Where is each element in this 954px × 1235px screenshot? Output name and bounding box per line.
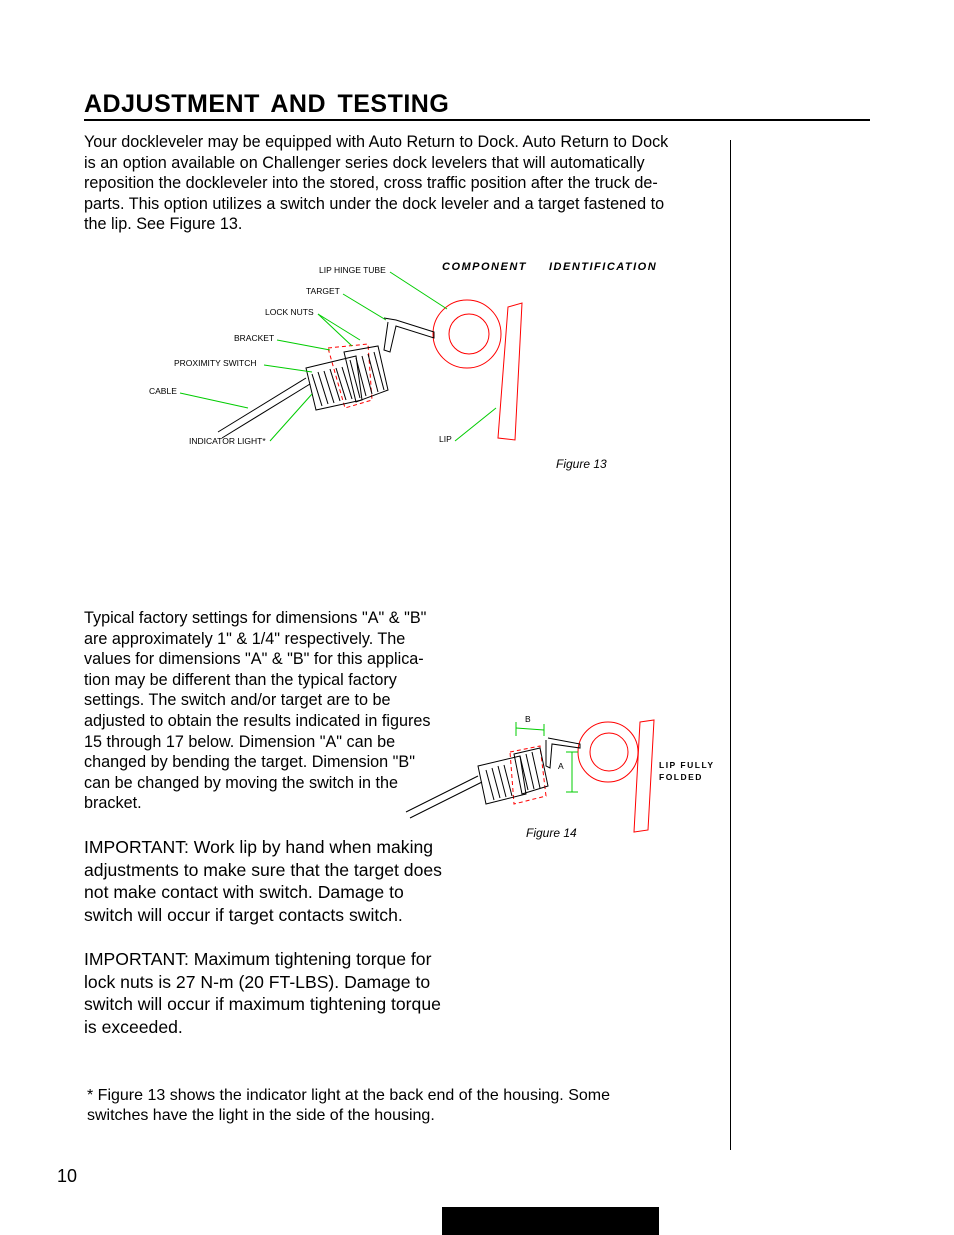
lip-fully-folded-label-line1: LIP FULLY [659,760,715,770]
important-line: is exceeded. [84,1016,183,1037]
typical-line: settings. The switch and/or target are to be [84,691,391,710]
lip-hinge-tube-outer [433,300,501,368]
figure-13-title-component: COMPONENT [442,261,527,273]
label-lock-nuts: LOCK NUTS [265,307,314,317]
label-indicator-light: INDICATOR LIGHT* [189,436,266,446]
figure-13-leaders [180,272,496,441]
intro-line: Your dockleveler may be equipped with Auto Return to Dock. Auto Return to Dock [84,133,669,151]
typical-line: 15 through 17 below. Dimension "A" can be [84,732,396,751]
typical-line: can be changed by moving the switch in the [84,773,399,792]
dimension-b-label: B [525,714,531,724]
target-shape [384,318,434,352]
label-bracket: BRACKET [234,333,275,343]
typical-line: bracket. [84,794,142,813]
important-line: IMPORTANT: Work lip by hand when making [84,837,434,857]
figure-13-caption: Figure 13 [556,457,607,471]
intro-line: reposition the dockleveler into the stored, cross traffic position after the truck de- [84,174,658,193]
lip-hinge-tube-outer [578,722,638,782]
typical-line: changed by bending the target. Dimension "B" [84,753,415,772]
typical-line: are approximately 1" & 1/4" respectively. The [84,629,406,648]
typical-line: values for dimensions "A" & "B" for this applica- [84,650,424,669]
intro-line: parts. This option utilizes a switch under the dock leveler and a target fastened to [84,194,665,213]
important-line: adjustments to make sure that the target does [84,859,442,880]
typical-line: tion may be different than the typical factory [84,670,397,689]
bracket-shape [510,746,546,804]
label-cable: CABLE [149,386,177,396]
lip-shape [634,720,654,832]
label-lip: LIP [439,434,452,444]
footer-black-bar [442,1207,659,1235]
important-line: switch will occur if target contacts switch. [84,904,403,925]
important-note-1 [84,836,464,926]
figure-13-title-identification: IDENTIFICATION [549,261,658,273]
lip-hinge-tube-inner [590,733,628,771]
figure-14-parts [510,720,654,832]
footnote-line: * Figure 13 shows the indicator light at the back end of the housing. Some [87,1087,610,1104]
figure-13-parts [328,300,522,440]
typical-line: Typical factory settings for dimensions "A" & "B" [84,609,427,627]
intro-line: is an option available on Challenger series dock levelers that will automatically [84,153,645,172]
important-line: lock nuts is 27 N-m (20 FT-LBS). Damage to [84,971,431,992]
typical-settings-paragraph [84,608,454,814]
lip-fully-folded-label-line2: FOLDED [659,772,703,782]
page-number: 10 [57,1166,78,1186]
cable-line [218,378,306,432]
switch-threads [514,748,548,794]
page-title: ADJUSTMENT AND TESTING [84,90,450,118]
footnote [87,1086,707,1127]
lip-shape [498,303,522,440]
important-note-2 [84,948,464,1038]
footnote-line: switches have the light in the side of the housing. [87,1107,435,1125]
label-proximity-switch: PROXIMITY SWITCH [174,358,257,368]
important-line: not make contact with switch. Damage to [84,882,404,902]
important-line: switch will occur if maximum tightening torque [84,994,441,1014]
dimension-a-label: A [558,761,564,771]
typical-line: adjusted to obtain the results indicated in figures [84,711,431,730]
label-target: TARGET [306,286,340,296]
intro-line: the lip. See Figure 13. [84,215,243,234]
lip-hinge-tube-inner [449,314,489,354]
label-lip-hinge-tube: LIP HINGE TUBE [319,265,386,275]
important-line: IMPORTANT: Maximum tightening torque for [84,949,432,969]
figure-13-labels [149,265,452,446]
figure-14-caption: Figure 14 [526,826,577,840]
